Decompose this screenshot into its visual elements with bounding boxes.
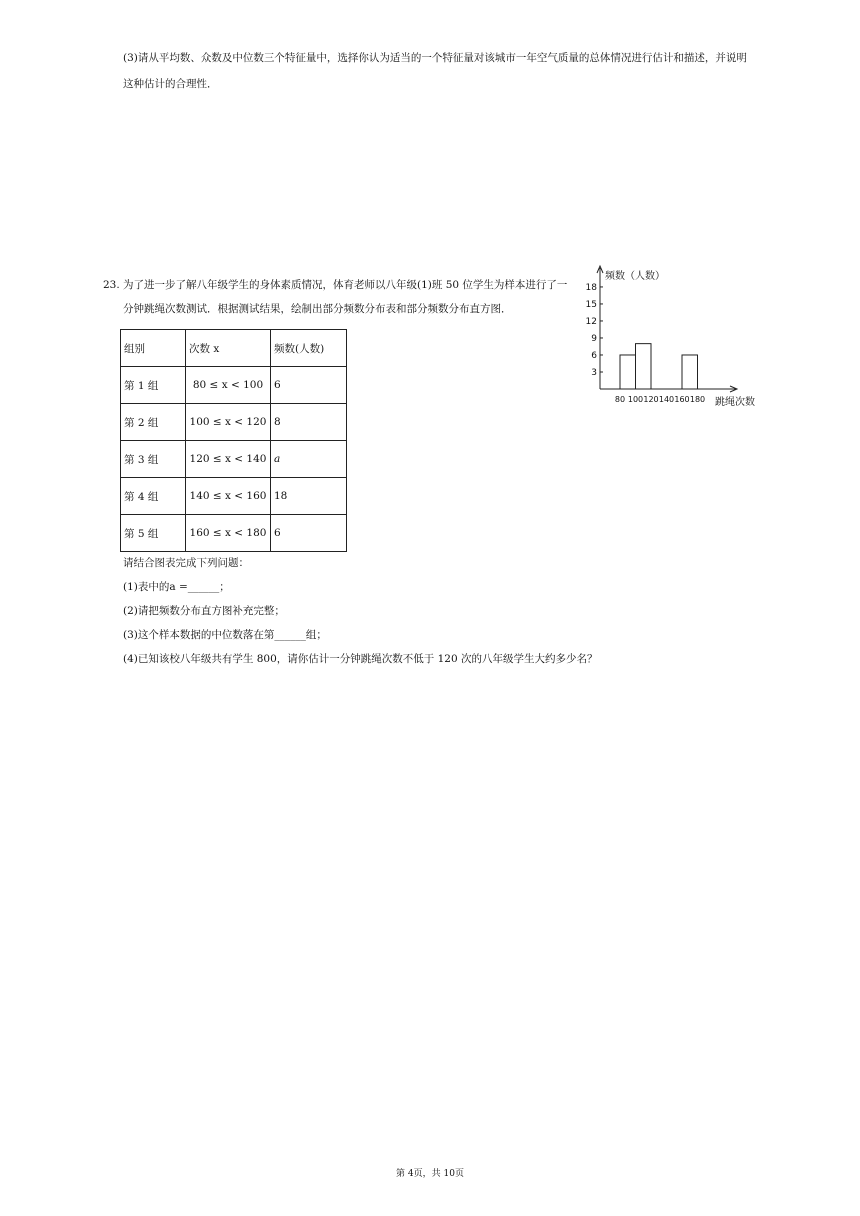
y-tick-label: 3 [591,367,597,378]
table-cell: 第 2 组 [121,404,186,441]
table-cell: 第 1 组 [121,367,186,404]
table-header-cell: 频数(人数) [271,330,347,367]
x-tick-label: 140 [658,395,675,404]
histogram-bars [620,344,698,389]
histogram-bar [636,344,652,389]
x-tick-label: 80 [614,395,626,404]
y-tick-label: 15 [585,299,597,310]
x-tick-label: 120 [643,395,659,404]
q23-instruction: 请结合图表完成下列问题： [123,557,249,569]
q23-intro-line2: 分钟跳绳次数测试．根据测试结果，绘制出部分频数分布表和部分频数分布直方图． [123,303,512,315]
frequency-histogram [578,262,768,412]
table-cell: 80 ≤ x < 100 [186,367,271,404]
frequency-table [120,329,347,552]
table-cell: 6 [271,515,347,552]
x-tick-label: 160 [674,395,690,404]
page-footer: 第 4页，共 10页 [396,1169,464,1179]
table-cell: 18 [271,478,347,515]
table-header-cell: 组别 [121,330,186,367]
q23-intro-line1: 为了进一步了解八年级学生的身体素质情况，体育老师以八年级(1)班 50 位学生为样本进行了一 [123,279,568,291]
y-tick-label: 12 [585,316,597,327]
table-cell: 6 [271,367,347,404]
y-tick-label: 9 [591,333,597,344]
y-tick-label: 6 [591,350,597,361]
q23-question-1: (1)表中的a =______； [123,581,230,593]
histogram-bar [620,355,636,389]
x-axis-label: 跳绳次数 [715,397,755,408]
table-row [121,441,347,478]
x-tick-label: 180 [689,395,706,404]
table-row [121,367,347,404]
y-axis-label: 频数（人数） [605,271,665,282]
y-tick-label: 18 [585,282,597,293]
table-cell: 160 ≤ x < 180 [186,515,271,552]
table-cell: 第 4 组 [121,478,186,515]
q23-question-4: (4)已知该校八年级共有学生 800，请你估计一分钟跳绳次数不低于 120 次的八年级学生大约多少名？ [123,653,598,665]
table-header-row [121,330,347,367]
table-row [121,515,347,552]
q23-question-2: (2)请把频数分布直方图补充完整； [123,605,285,617]
table-cell: 第 3 组 [121,441,186,478]
histogram-axes [597,266,737,392]
table-row [121,478,347,515]
table-cell: a [271,441,347,478]
table-cell: 100 ≤ x < 120 [186,404,271,441]
q22-part3-line2: 这种估计的合理性． [123,78,218,90]
table-cell: 第 5 组 [121,515,186,552]
table-cell: 120 ≤ x < 140 [186,441,271,478]
table-row [121,404,347,441]
q23-number: 23. [103,279,120,291]
q23-question-3: (3)这个样本数据的中位数落在第______组； [123,629,327,641]
table-cell: 140 ≤ x < 160 [186,478,271,515]
q22-part3-line1: (3)请从平均数、众数及中位数三个特征量中，选择你认为适当的一个特征量对该城市一年空气质量的总体情况进行估计和描述，并说明 [123,52,747,64]
table-cell: 8 [271,404,347,441]
histogram-labels [586,269,755,408]
histogram-bar [682,355,698,389]
table-header-cell: 次数 x [186,330,271,367]
x-tick-label: 100 [627,395,644,404]
